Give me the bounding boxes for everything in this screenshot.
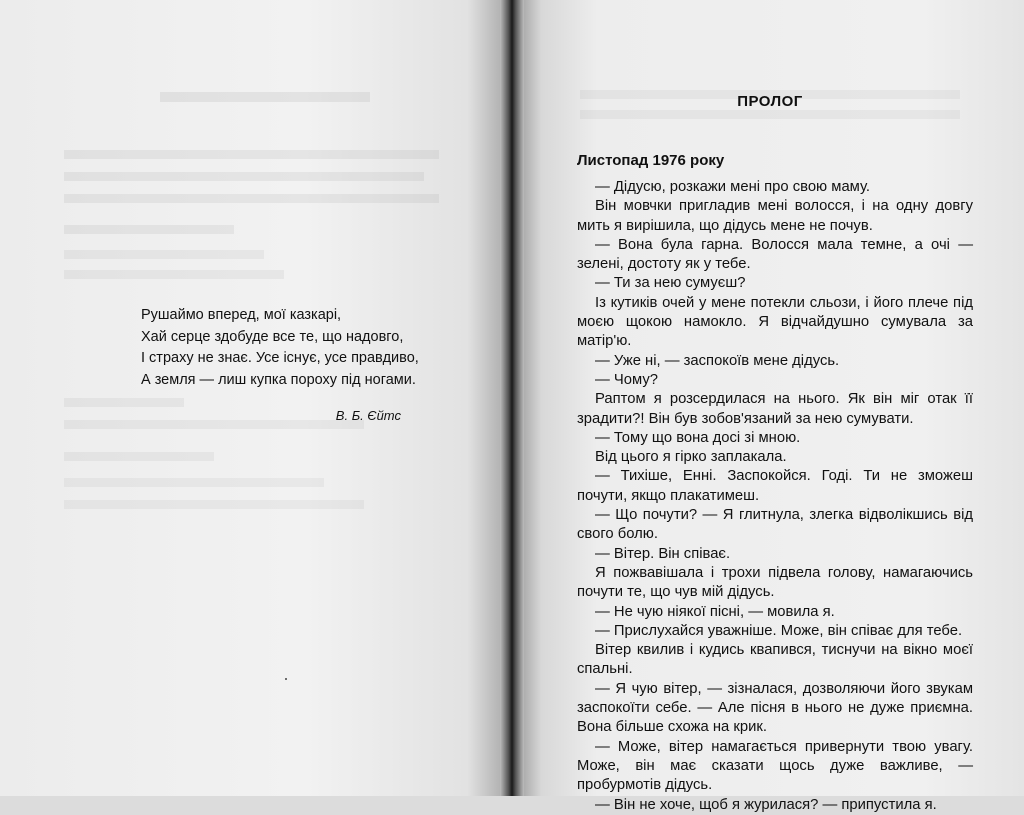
epigraph-line: Хай серце здобуде все те, що надовго, <box>141 328 404 345</box>
paragraph: — Не чую ніякої пісні, — мовила я. <box>595 603 835 620</box>
show-through <box>64 250 264 259</box>
paragraph: — Прислухайся уважніше. Може, він співає для тебе. <box>595 622 963 639</box>
show-through <box>64 452 214 461</box>
epigraph-line: А земля — лиш купка пороху під ногами. <box>141 371 416 388</box>
book-spine <box>500 0 524 796</box>
paragraph: Вітер квилив і кудись квапився, тиснучи на вікно моєї спальні. <box>577 642 973 678</box>
chapter-title: ПРОЛОГ <box>737 93 803 110</box>
paragraph: — Тому що вона досі зі мною. <box>595 429 801 446</box>
show-through <box>64 225 234 234</box>
show-through <box>64 172 424 181</box>
show-through <box>580 110 960 119</box>
paragraph: — Чому? <box>595 371 658 388</box>
show-through <box>64 150 439 159</box>
show-through <box>64 194 439 203</box>
show-through <box>64 270 284 279</box>
epigraph <box>141 305 419 427</box>
paragraph: Я пожвавішала і трохи підвела голову, намагаючись почути те, що чув мій дідусь. <box>577 564 973 601</box>
show-through <box>160 92 370 102</box>
paragraph: — Уже ні, — заспокоїв мене дідусь. <box>595 352 840 369</box>
date-heading: Листопад 1976 року <box>577 152 725 169</box>
paragraph: — Тихіше, Енні. Заспокойся. Годі. Ти не зможеш почути, якщо плакатимеш. <box>577 468 973 504</box>
paragraph: Від цього я гірко заплакала. <box>595 449 787 466</box>
paragraph: — Вона була гарна. Волосся мала темне, а очі — зелені, достоту як у тебе. <box>577 236 973 273</box>
epigraph-line: Рушаймо вперед, мої казкарі, <box>141 307 342 323</box>
epigraph-author: В. Б. Єйтс <box>335 408 401 423</box>
paragraph: Із кутиків очей у мене потекли сльози, і його плече під моєю щокою намокло. Я відчайдушно сумувала за матір'ю. <box>577 294 973 350</box>
print-speck <box>285 678 287 680</box>
show-through <box>64 478 324 487</box>
paragraph: — Він не хоче, щоб я журилася? — припустила я. <box>595 796 937 813</box>
paragraph: — Дідусю, розкажи мені про свою маму. <box>595 179 871 195</box>
show-through <box>64 500 364 509</box>
paragraph: — Вітер. Він співає. <box>595 545 731 562</box>
epigraph-line: І страху не знає. Усе існує, усе правдиво, <box>141 350 419 366</box>
paragraph: — Я чую вітер, — зізналася, дозволяючи його звукам заспокоїти себе. — Але пісня в нього не дуже приємна. Вона більше схожа на крик. <box>577 680 973 736</box>
paragraph: — Може, вітер намагається привернути твою увагу. Може, він має сказати щось дуже важливе, — пробурмотів дідусь. <box>577 738 973 794</box>
paragraph: Раптом я розсердилася на нього. Як він міг отак її зрадити?! Він був зобов'язаний за нею сумувати. <box>577 391 973 427</box>
paragraph: Він мовчки пригладив мені волосся, і на одну довгу мить я вирішила, що дідусь мене не почув. <box>577 198 973 234</box>
prologue-text <box>577 178 973 815</box>
paragraph: — Ти за нею сумуєш? <box>595 275 746 292</box>
paragraph: — Що почути? — Я глитнула, злегка відволікшись від свого болю. <box>577 507 973 543</box>
